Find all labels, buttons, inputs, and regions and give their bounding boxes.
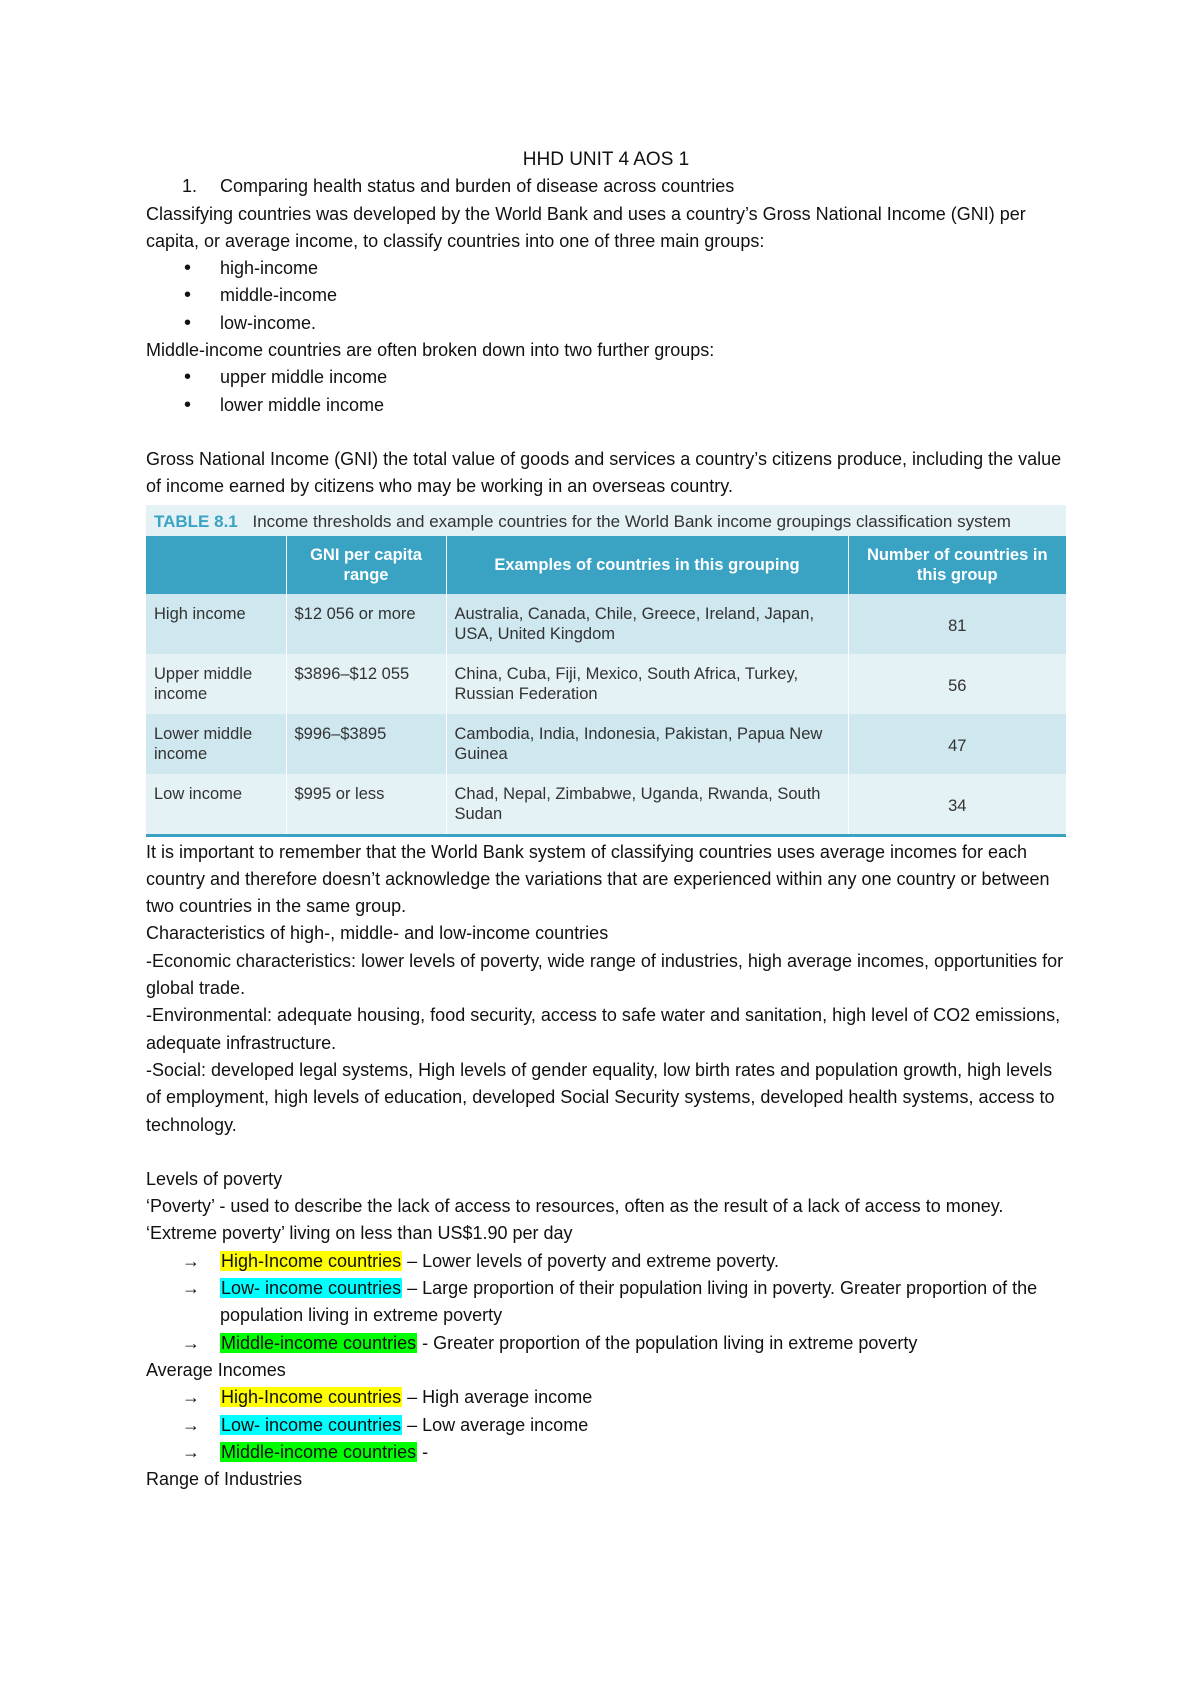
table-row	[146, 654, 1066, 714]
arrow-icon: →	[182, 1414, 200, 1435]
industries-heading: Range of Industries	[146, 1469, 303, 1490]
list-item-text: – Low average income	[402, 1414, 589, 1435]
table-header-cell: Number of countries in this group	[848, 536, 1066, 594]
table-cell: 34	[848, 774, 1066, 836]
arrow-icon: →	[182, 1278, 200, 1299]
table-cell: $3896–$12 055	[286, 654, 446, 714]
list-item-text: – Lower levels of poverty and extreme poverty.	[402, 1250, 779, 1271]
intro-paragraph: Classifying countries was developed by the World Bank and uses a country’s Gross National Income (GNI) per capita, or average income, to classify countries into one of three main groups:	[146, 203, 1026, 251]
poverty-heading: Levels of poverty	[146, 1168, 283, 1189]
list-item: • low-income.	[146, 310, 1066, 337]
incomes-list	[146, 1384, 1066, 1466]
important-note: It is important to remember that the World Bank system of classifying countries uses average incomes for each country and therefore doesn’t acknowledge the variations that are experienced within any one country or between two countries in the same group.	[146, 841, 1050, 917]
income-thresholds-table	[146, 536, 1066, 837]
table-header-row	[146, 536, 1066, 594]
highlight-low-income: Low- income countries	[221, 1414, 402, 1435]
table-header-cell: GNI per capita range	[286, 536, 446, 594]
list-item	[146, 1384, 1066, 1411]
list-item: • lower middle income	[146, 392, 1066, 419]
list-item: • middle-income	[146, 282, 1066, 309]
table-row	[146, 714, 1066, 774]
table-cell: Chad, Nepal, Zimbabwe, Uganda, Rwanda, South Sudan	[446, 774, 848, 836]
table-label: TABLE 8.1	[154, 511, 238, 531]
highlight-high-income: High-Income countries	[221, 1250, 402, 1271]
list-item	[146, 1439, 1066, 1466]
arrow-icon: →	[182, 1250, 200, 1271]
list-item-text: - Greater proportion of the population living in extreme poverty	[417, 1332, 918, 1353]
table-header-cell: Examples of countries in this grouping	[446, 536, 848, 594]
table-cell: $12 056 or more	[286, 594, 446, 654]
list-item	[146, 1412, 1066, 1439]
table-cell: 81	[848, 594, 1066, 654]
poverty-list	[146, 1248, 1066, 1357]
highlight-middle-income: Middle-income countries	[221, 1332, 417, 1353]
list-item-text: – Large proportion of their population living in poverty. Greater proportion of the population living in extreme poverty	[220, 1278, 1038, 1326]
highlight-low-income: Low- income countries	[221, 1278, 402, 1299]
page-title: HHD UNIT 4 AOS 1	[522, 149, 690, 170]
list-item	[146, 1330, 1066, 1357]
highlight-high-income: High-Income countries	[221, 1387, 402, 1408]
table-cell: 56	[848, 654, 1066, 714]
table-cell: $996–$3895	[286, 714, 446, 774]
highlight-middle-income: Middle-income countries	[221, 1441, 417, 1462]
section-heading-text: Comparing health status and burden of disease across countries	[220, 176, 735, 197]
table-cell: 47	[848, 714, 1066, 774]
table-cell: Australia, Canada, Chile, Greece, Ireland, Japan, USA, United Kingdom	[446, 594, 848, 654]
list-item	[146, 1248, 1066, 1275]
table-cell: High income	[146, 594, 286, 654]
table-row	[146, 774, 1066, 836]
list-item	[146, 1275, 1066, 1330]
arrow-icon: →	[182, 1441, 200, 1462]
list-item-text: -	[417, 1441, 429, 1462]
document-body	[146, 146, 1066, 1493]
extreme-poverty-definition: ‘Extreme poverty’ living on less than US$1.90 per day	[146, 1223, 573, 1244]
table-cell: Cambodia, India, Indonesia, Pakistan, Papua New Guinea	[446, 714, 848, 774]
poverty-definition: ‘Poverty’ - used to describe the lack of access to resources, often as the result of a lack of access to money.	[146, 1196, 1004, 1217]
table-header-cell	[146, 536, 286, 594]
middle-income-intro: Middle-income countries are often broken down into two further groups:	[146, 340, 715, 361]
gni-definition: Gross National Income (GNI) the total value of goods and services a country’s citizens produce, including the value of income earned by citizens who may be working in an overseas country.	[146, 448, 1062, 497]
economic-characteristics: -Economic characteristics: lower levels of poverty, wide range of industries, high average incomes, opportunities for global trade.	[146, 950, 1064, 999]
income-groups-list	[146, 255, 1066, 337]
table-figure	[146, 505, 1066, 837]
section-heading	[146, 173, 1066, 200]
table-caption-text: Income thresholds and example countries for the World Bank income groupings classification system	[252, 511, 1011, 531]
table-cell: China, Cuba, Fiji, Mexico, South Africa, Turkey, Russian Federation	[446, 654, 848, 714]
table-cell: Upper middle income	[146, 654, 286, 714]
table-cell: Low income	[146, 774, 286, 836]
list-item: • high-income	[146, 255, 1066, 282]
table-caption	[146, 505, 1066, 536]
environmental-characteristics: -Environmental: adequate housing, food security, access to safe water and sanitation, high level of CO2 emissions, adequate infrastructure.	[146, 1005, 1061, 1053]
characteristics-heading: Characteristics of high-, middle- and low-income countries	[146, 923, 609, 944]
arrow-icon: →	[182, 1332, 200, 1353]
middle-groups-list	[146, 364, 1066, 419]
list-item-text: – High average income	[402, 1387, 593, 1408]
table-cell: $995 or less	[286, 774, 446, 836]
average-incomes-heading: Average Incomes	[146, 1359, 286, 1380]
arrow-icon: →	[182, 1387, 200, 1408]
table-row	[146, 594, 1066, 654]
table-cell: Lower middle income	[146, 714, 286, 774]
section-number: 1.	[182, 176, 198, 197]
list-item: • upper middle income	[146, 364, 1066, 391]
social-characteristics: -Social: developed legal systems, High levels of gender equality, low birth rates and population growth, high levels of employment, high levels of education, developed Social Security systems, developed health systems, access to technology.	[146, 1059, 1055, 1135]
